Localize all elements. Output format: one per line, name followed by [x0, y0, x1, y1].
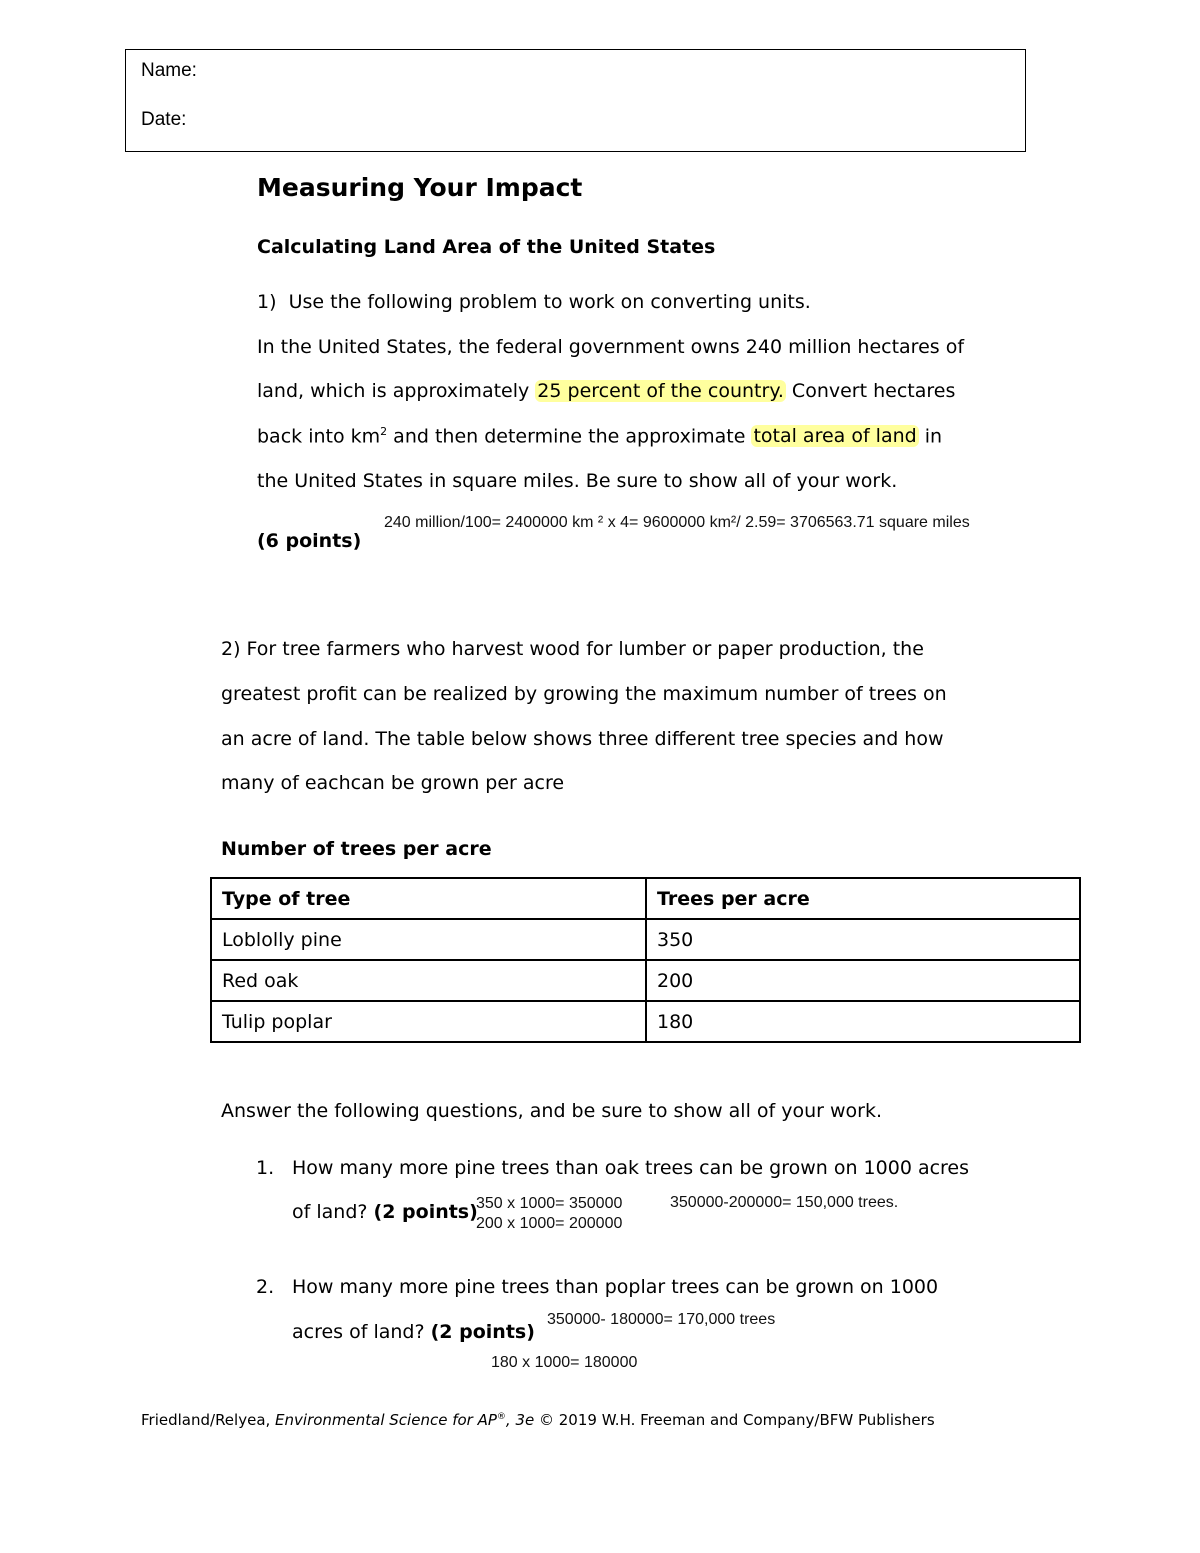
cell-trees-per-acre: 200	[646, 960, 1080, 1001]
sub1-answer: 350000-200000= 150,000 trees.	[670, 1194, 899, 1211]
sub2-line1: How many more pine trees than poplar trees can be grown on 1000	[292, 1276, 939, 1298]
sub2-work: 180 x 1000= 180000	[491, 1354, 638, 1371]
q2-line4: many of eachcan be grown per acre	[221, 772, 565, 794]
q1-points: (6 points)	[257, 530, 362, 552]
q2-line2: greatest profit can be realized by growing the maximum number of trees on	[221, 683, 947, 705]
header-type: Type of tree	[211, 878, 646, 919]
q1-line2: land, which is approximately 25 percent of the country. Convert hectares	[257, 380, 956, 402]
table-title: Number of trees per acre	[221, 838, 492, 860]
sub1-line2: of land? (2 points)	[292, 1201, 478, 1223]
sub2-number: 2.	[256, 1276, 275, 1298]
sub1-work2: 200 x 1000= 200000	[476, 1215, 623, 1232]
section-subtitle: Calculating Land Area of the United States	[257, 236, 716, 258]
sub2-answer: 350000- 180000= 170,000 trees	[547, 1311, 776, 1328]
trees-per-acre-table	[210, 877, 1081, 1043]
q1-line3: back into $km^2$ and then determine the approximate total area of land in	[257, 425, 943, 448]
q1-line4: the United States in square miles. Be sure to show all of your work.	[257, 470, 898, 492]
name-date-box	[125, 49, 1026, 152]
sub1-line1: How many more pine trees than oak trees can be grown on 1000 acres	[292, 1157, 970, 1179]
page-title: Measuring Your Impact	[257, 173, 583, 202]
q1-intro: 1) Use the following problem to work on converting units.	[257, 291, 811, 313]
sub1-number: 1.	[256, 1157, 275, 1179]
table-row	[211, 1001, 1080, 1042]
date-label: Date:	[141, 109, 187, 130]
q1-line1: In the United States, the federal government owns 240 million hectares of	[257, 336, 965, 358]
header-trees: Trees per acre	[646, 878, 1080, 919]
sub1-work1: 350 x 1000= 350000	[476, 1195, 623, 1212]
table-row	[211, 960, 1080, 1001]
name-label: Name:	[141, 60, 197, 81]
cell-tree-type: Tulip poplar	[211, 1001, 646, 1042]
cell-tree-type: Loblolly pine	[211, 919, 646, 960]
q2-line1: 2) For tree farmers who harvest wood for lumber or paper production, the	[221, 638, 924, 660]
highlight-total-area: total area of land	[753, 425, 917, 448]
q1-answer: 240 million/100= 2400000 km ² x 4= 9600000 km²/ 2.59= 3706563.71 square miles	[384, 514, 970, 531]
sub2-line2: acres of land? (2 points)	[292, 1321, 535, 1343]
table-header-row	[211, 878, 1080, 919]
instructions: Answer the following questions, and be sure to show all of your work.	[221, 1100, 883, 1122]
q2-line3: an acre of land. The table below shows three different tree species and how	[221, 728, 944, 750]
footer-citation: Friedland/Relyea, Environmental Science for AP®, 3e © 2019 W.H. Freeman and Company/BFW Publishers	[141, 1411, 935, 1429]
highlight-25-percent: 25 percent of the country.	[537, 380, 784, 402]
cell-trees-per-acre: 180	[646, 1001, 1080, 1042]
cell-tree-type: Red oak	[211, 960, 646, 1001]
table-row	[211, 919, 1080, 960]
cell-trees-per-acre: 350	[646, 919, 1080, 960]
